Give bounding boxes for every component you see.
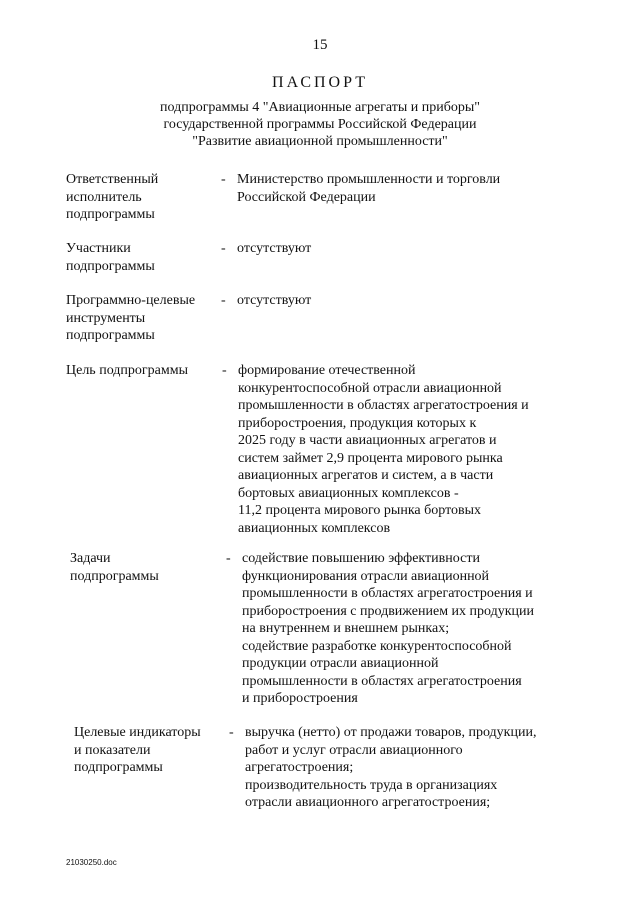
row-label: Ответственный исполнитель подпрограммы	[66, 172, 159, 222]
row-value: выручка (нетто) от продажи товаров, продукции, работ и услуг отрасли авиационного агрегатостроения; производительность труда в организациях отрасли авиационного агрегатостроения;	[245, 725, 537, 810]
row-value: отсутствуют	[237, 293, 312, 308]
row-value: Министерство промышленности и торговли Российской Федерации	[237, 172, 501, 205]
row-value: формирование отечественной конкурентоспособной отрасли авиационной промышленности в областях агрегатостроения и приборостроения, продукция которых к 2025 году в части авиационных агрегатов и систем займет 2,9 процента мирового рынка авиационных агрегатов и систем, а в части бортовых авиационных комплексов - 11,2 процента мирового рынка бортовых авиационных комплексов	[238, 363, 529, 536]
document-subtitle	[0, 99, 640, 150]
subtitle-line: подпрограммы 4 "Авиационные агрегаты и приборы"	[159, 100, 481, 115]
row-separator: -	[226, 551, 231, 566]
row-separator: -	[221, 241, 226, 256]
row-separator: -	[221, 293, 226, 308]
subtitle-line: государственной программы Российской Федерации	[163, 117, 477, 132]
row-label: Участники подпрограммы	[66, 241, 155, 274]
page-number: 15	[312, 37, 328, 53]
row-label: Цель подпрограммы	[66, 363, 188, 378]
row-separator: -	[221, 172, 226, 187]
row-value: содействие повышению эффективности функционирования отрасли авиационной промышленности в областях агрегатостроения и приборостроения с продвижением их продукции на внутреннем и внешнем рынках; содействие разработке конкурентоспособной продукции отрасли авиационной промышленности в областях агрегатостроения и приборостроения	[242, 551, 535, 706]
row-label: Целевые индикаторы и показатели подпрограммы	[74, 725, 201, 775]
row-separator: -	[229, 725, 234, 740]
subtitle-line: "Развитие авиационной промышленности"	[192, 134, 448, 149]
row-label: Задачи подпрограммы	[70, 551, 159, 584]
document-filename: 21030250.doc	[66, 858, 117, 867]
document-title: ПАСПОРТ	[272, 74, 368, 91]
row-separator: -	[222, 363, 227, 378]
row-value: отсутствуют	[237, 241, 312, 256]
row-label: Программно-целевые инструменты подпрограммы	[66, 293, 196, 343]
